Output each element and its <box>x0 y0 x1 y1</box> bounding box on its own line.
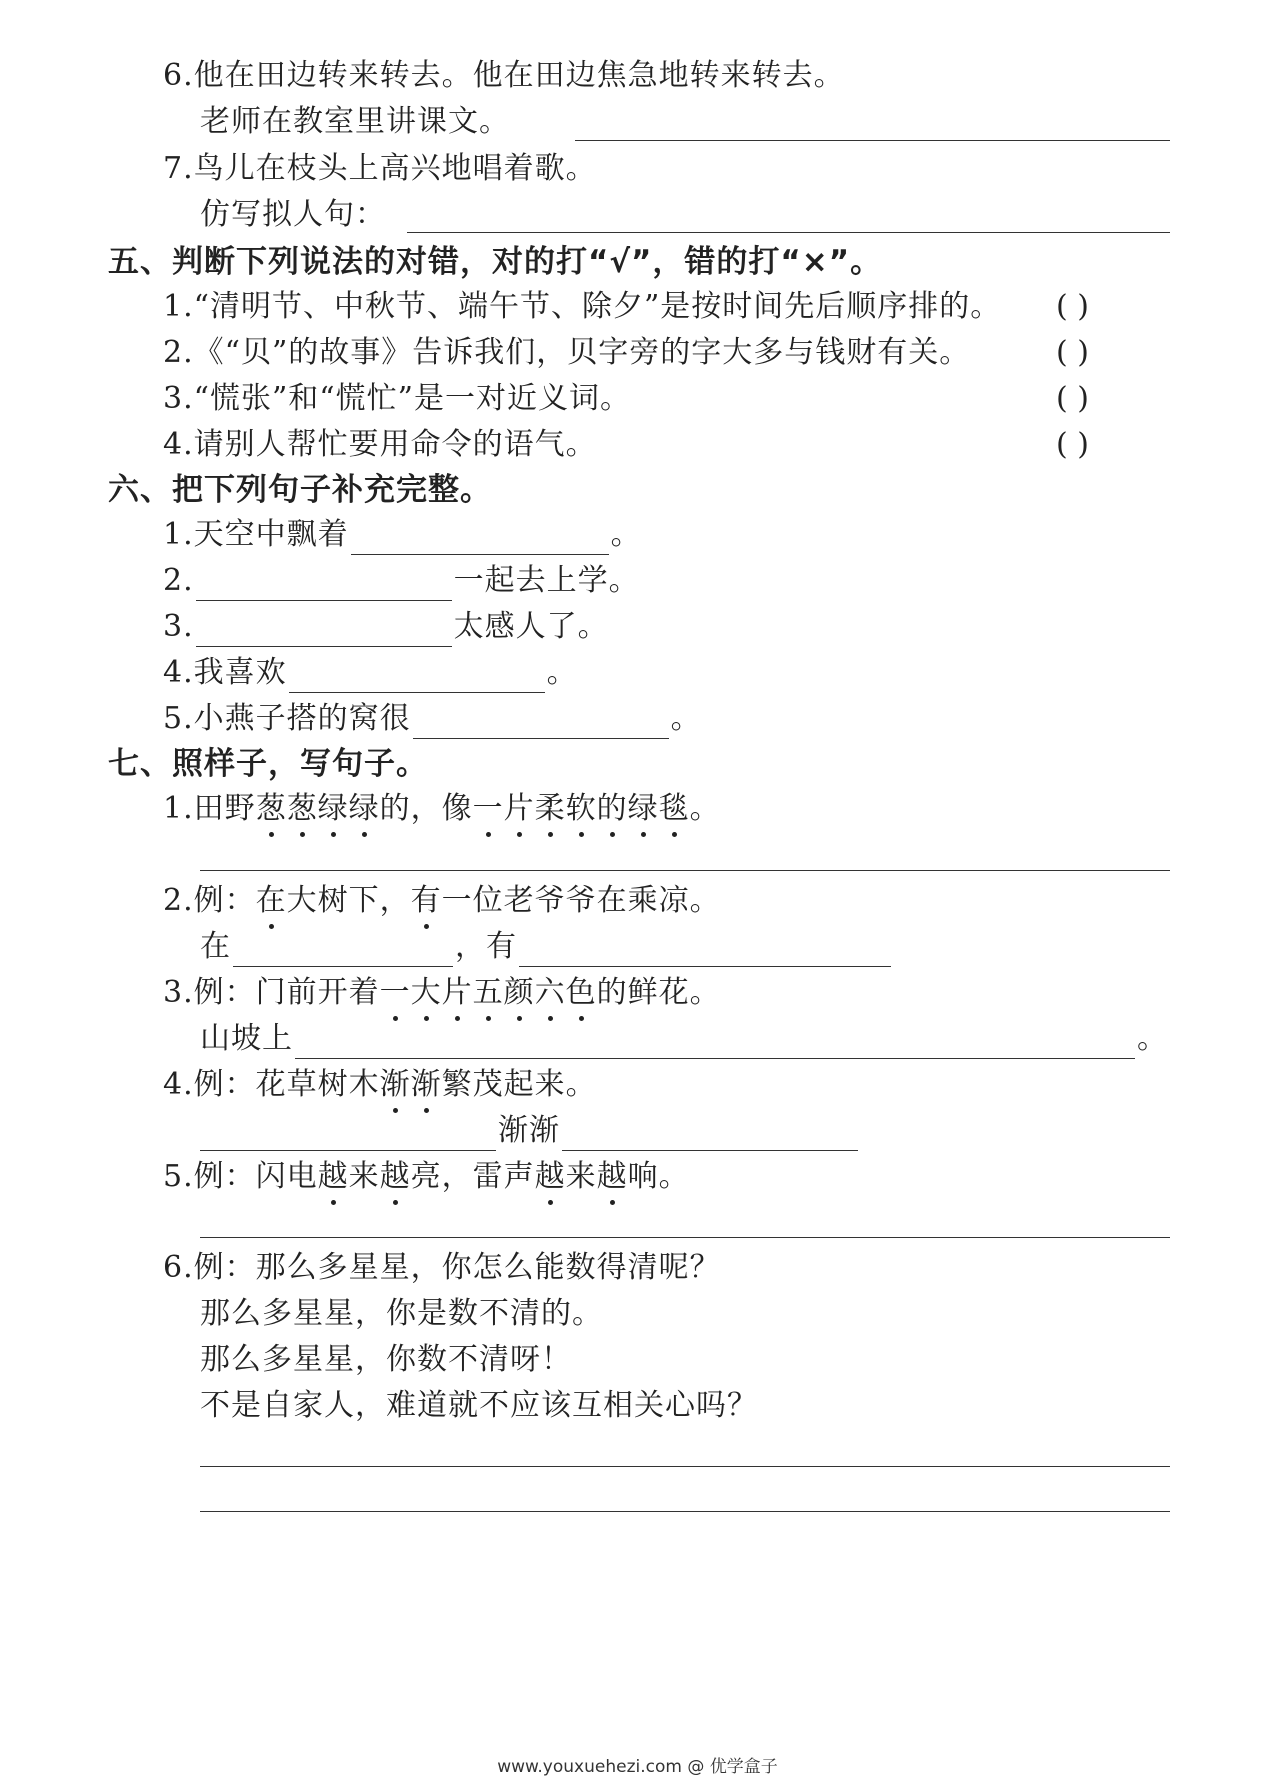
s7-q3-part-a: 3.例：门前开着 <box>163 975 380 1010</box>
emphasis-char: 片 <box>442 973 473 1013</box>
emphasis-char: 绿 <box>318 789 349 829</box>
s6-q1-suffix: 。 <box>610 517 642 552</box>
emphasis-char: 越 <box>318 1157 349 1197</box>
emphasis-char: 软 <box>566 789 597 829</box>
q7-example-sentence: 7.鸟儿在枝头上高兴地唱着歌。 <box>163 151 597 186</box>
s7-q2-part-b: 大树下， <box>286 883 411 918</box>
s6-q2 <box>163 561 640 601</box>
emphasis-char: 一 <box>380 973 411 1013</box>
s7-q5-answer-line[interactable] <box>200 1237 1170 1238</box>
emphasis-char: 五 <box>473 973 504 1013</box>
s6-q5 <box>163 699 702 739</box>
s7-q4-fill <box>200 1111 860 1151</box>
s7-q2-fill-mid: ，有 <box>455 929 517 964</box>
s7-q6-line-3: 那么多星星，你数不清呀！ <box>200 1342 572 1377</box>
emphasis-char: 柔 <box>535 789 566 829</box>
s7-q1-answer-line[interactable] <box>200 870 1170 871</box>
s7-q3-example <box>163 973 721 1013</box>
s5-answer-paren-3[interactable]: ( ) <box>1056 381 1089 416</box>
s5-item-3: 3.“慌张”和“慌忙”是一对近义词。 <box>163 381 631 416</box>
s7-q3-fill <box>200 1019 1168 1059</box>
s6-q2-blank[interactable] <box>196 570 452 601</box>
s7-q6-line-2: 那么多星星，你是数不清的。 <box>200 1296 603 1331</box>
s6-q2-suffix: 一起去上学。 <box>453 563 640 598</box>
s7-q5-part-e: 响。 <box>627 1159 690 1194</box>
s6-q4-prefix: 4.我喜欢 <box>163 655 287 690</box>
s7-q4-fill-mid: 渐渐 <box>498 1113 560 1148</box>
emphasis-char: 六 <box>535 973 566 1013</box>
s7-q6-answer-line-1[interactable] <box>200 1466 1170 1467</box>
s7-q5-part-d: 来 <box>565 1159 597 1194</box>
s6-q3-prefix: 3. <box>163 609 194 644</box>
emphasis-char: 颜 <box>504 973 535 1013</box>
s7-q2-fill-prefix: 在 <box>200 929 231 964</box>
s7-q4-blank-1[interactable] <box>200 1120 496 1151</box>
s7-q2-blank-2[interactable] <box>519 936 891 967</box>
emphasis-char: 色 <box>566 973 597 1013</box>
s5-answer-paren-1[interactable]: ( ) <box>1056 289 1089 324</box>
q6-example-sentence: 6.他在田边转来转去。他在田边焦急地转来转去。 <box>163 58 845 93</box>
s7-q6-line-1: 6.例：那么多星星，你怎么能数得清呢？ <box>163 1250 721 1285</box>
s7-q4-blank-2[interactable] <box>562 1120 858 1151</box>
s7-q2-example <box>163 881 721 921</box>
s7-q5-part-a: 5.例：闪电 <box>163 1159 318 1194</box>
emphasis-char: 有 <box>411 881 442 921</box>
s5-item-4: 4.请别人帮忙要用命令的语气。 <box>163 427 597 462</box>
s5-item-1: 1.“清明节、中秋节、端午节、除夕”是按时间先后顺序排的。 <box>163 289 1002 324</box>
emphasis-char: 渐 <box>411 1065 442 1105</box>
s7-q1-part-a: 1.田野 <box>163 791 256 826</box>
s7-q5-part-c: 亮，雷声 <box>410 1159 535 1194</box>
s6-q5-blank[interactable] <box>413 708 669 739</box>
section6-heading: 六、把下列句子补充完整。 <box>108 472 492 508</box>
emphasis-char: 片 <box>504 789 535 829</box>
emphasis-char: 绿 <box>628 789 659 829</box>
q7-answer-line[interactable] <box>407 232 1170 233</box>
emphasis-char: 越 <box>535 1157 566 1197</box>
emphasis-char: 越 <box>597 1157 628 1197</box>
s7-q5-example <box>163 1157 690 1197</box>
s7-q1-example <box>163 789 721 829</box>
s7-q4-example <box>163 1065 597 1105</box>
s7-q3-fill-suffix: 。 <box>1137 1021 1168 1056</box>
emphasis-char: 在 <box>256 881 287 921</box>
s5-item-2: 2.《“贝”的故事》告诉我们，贝字旁的字大多与钱财有关。 <box>163 335 971 370</box>
s7-q1-part-c: 。 <box>689 791 721 826</box>
s7-q4-part-a: 4.例：花草树木 <box>163 1067 380 1102</box>
emphasis-char: 大 <box>411 973 442 1013</box>
emphasis-char: 渐 <box>380 1065 411 1105</box>
s6-q4-blank[interactable] <box>289 662 545 693</box>
emphasis-char: 的 <box>597 789 628 829</box>
emphasis-char: 越 <box>380 1157 411 1197</box>
emphasis-char: 葱 <box>256 789 287 829</box>
s7-q5-part-b: 来 <box>348 1159 380 1194</box>
s6-q4 <box>163 653 578 693</box>
s6-q5-prefix: 5.小燕子搭的窝很 <box>163 701 411 736</box>
emphasis-char: 毯 <box>659 789 690 829</box>
emphasis-char: 葱 <box>287 789 318 829</box>
s7-q3-part-b: 的鲜花。 <box>596 975 721 1010</box>
s6-q5-suffix: 。 <box>670 701 702 736</box>
s6-q1 <box>163 515 642 555</box>
s5-answer-paren-2[interactable]: ( ) <box>1056 335 1089 370</box>
emphasis-char: 一 <box>473 789 504 829</box>
s6-q2-prefix: 2. <box>163 563 194 598</box>
s7-q2-fill <box>200 927 893 967</box>
s6-q3 <box>163 607 609 647</box>
s7-q3-blank[interactable] <box>295 1028 1135 1059</box>
s7-q6-answer-line-2[interactable] <box>200 1511 1170 1512</box>
s7-q3-fill-prefix: 山坡上 <box>200 1021 293 1056</box>
s5-answer-paren-4[interactable]: ( ) <box>1056 427 1089 462</box>
s7-q6-line-4: 不是自家人，难道就不应该互相关心吗？ <box>200 1388 758 1423</box>
q6-answer-line[interactable] <box>575 140 1170 141</box>
s6-q4-suffix: 。 <box>546 655 578 690</box>
section7-heading: 七、照样子，写句子。 <box>108 746 428 782</box>
s7-q2-blank-1[interactable] <box>233 936 453 967</box>
emphasis-char: 绿 <box>349 789 380 829</box>
s7-q1-part-b: 的，像 <box>379 791 473 826</box>
s6-q1-prefix: 1.天空中飘着 <box>163 517 349 552</box>
s6-q3-blank[interactable] <box>196 616 452 647</box>
s6-q3-suffix: 太感人了。 <box>453 609 609 644</box>
section5-heading: 五、判断下列说法的对错，对的打“√”，错的打“×”。 <box>108 244 883 280</box>
s7-q2-part-a: 2.例： <box>163 883 256 918</box>
s6-q1-blank[interactable] <box>351 524 609 555</box>
s7-q4-part-b: 繁茂起来。 <box>441 1067 597 1102</box>
q7-prompt: 仿写拟人句： <box>200 197 386 232</box>
s7-q2-part-c: 一位老爷爷在乘凉。 <box>441 883 721 918</box>
page-footer-watermark: www.youxuehezi.com @ 优学盒子 <box>497 1757 778 1777</box>
q6-prompt-sentence: 老师在教室里讲课文。 <box>200 104 510 139</box>
